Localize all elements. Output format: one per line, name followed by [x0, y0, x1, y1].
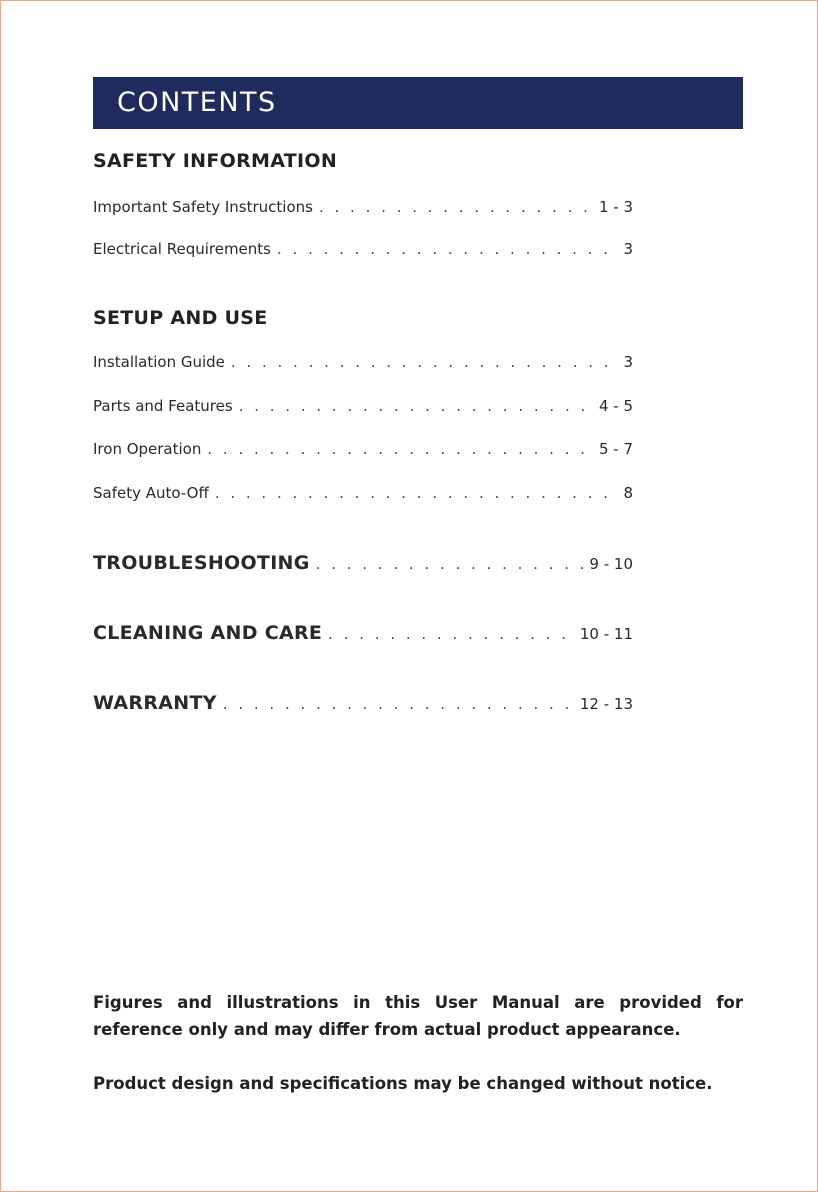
toc-entry-page: 5 - 7 — [598, 440, 633, 458]
toc-leader-dots — [316, 551, 584, 577]
specifications-disclaimer: Product design and specifications may be changed without notice. — [93, 1074, 713, 1093]
toc-leader-dots — [223, 691, 574, 717]
toc-entry-cleaning[interactable] — [93, 620, 633, 646]
figures-disclaimer-line-2: reference only and may differ from actual product appearance. — [93, 1020, 681, 1039]
toc-entry-label: CLEANING AND CARE — [93, 622, 323, 644]
toc-entry-important-safety[interactable] — [93, 196, 633, 218]
toc-entry-label: Important Safety Instructions — [93, 198, 313, 216]
toc-entry-page: 3 — [623, 240, 633, 258]
toc-entry-electrical[interactable] — [93, 238, 633, 260]
toc-entry-label: TROUBLESHOOTING — [93, 552, 310, 574]
toc-entry-installation[interactable] — [93, 351, 633, 373]
toc-leader-dots — [239, 395, 593, 417]
page-title: CONTENTS — [117, 87, 277, 118]
toc-entry-page: 4 - 5 — [598, 397, 633, 415]
section-heading-setup: SETUP AND USE — [93, 307, 268, 329]
toc-entry-iron-operation[interactable] — [93, 438, 633, 460]
toc-entry-page: 12 - 13 — [579, 695, 633, 713]
toc-entry-page: 8 — [623, 484, 633, 502]
toc-entry-auto-off[interactable] — [93, 482, 633, 504]
section-heading-safety: SAFETY INFORMATION — [93, 150, 338, 172]
toc-leader-dots — [207, 438, 593, 460]
toc-entry-label: Electrical Requirements — [93, 240, 271, 258]
toc-entry-page: 10 - 11 — [579, 625, 633, 643]
toc-entry-parts[interactable] — [93, 395, 633, 417]
toc-entry-label: WARRANTY — [93, 692, 217, 714]
toc-leader-dots — [215, 482, 618, 504]
toc-entry-warranty[interactable] — [93, 690, 633, 716]
toc-entry-page: 9 - 10 — [589, 555, 633, 573]
toc-entry-troubleshooting[interactable] — [93, 550, 633, 576]
toc-entry-page: 1 - 3 — [598, 198, 633, 216]
toc-leader-dots — [277, 238, 617, 260]
figures-disclaimer-line-1: Figures and illustrations in this User Manual are provided for — [93, 993, 743, 1012]
toc-entry-label: Installation Guide — [93, 353, 225, 371]
toc-entry-page: 3 — [623, 353, 633, 371]
toc-leader-dots — [231, 351, 618, 373]
toc-leader-dots — [328, 621, 574, 647]
toc-leader-dots — [319, 196, 593, 218]
toc-entry-label: Parts and Features — [93, 397, 233, 415]
toc-entry-label: Iron Operation — [93, 440, 202, 458]
contents-banner — [93, 77, 743, 129]
toc-entry-label: Safety Auto-Off — [93, 484, 209, 502]
